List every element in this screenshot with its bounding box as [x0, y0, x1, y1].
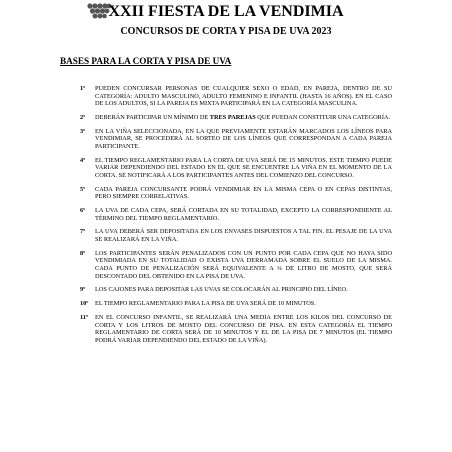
item-text: CADA PAREJA CONCURSANTE PODRÁ VENDIMIAR EN LA MISMA CEPA O EN CEPAS DISTINTAS, PERO SIEMPRE CORRELATIVAS. [95, 185, 392, 201]
list-item [80, 228, 392, 243]
item-text: EL TIEMPO REGLAMENTARIO PARA LA CORTA DE UVA SERÁ DE 15 MINUTOS. ESTE TIEMPO PUEDE VARIAR DEPENDIENDO DEL ESTADO EN EL QUE SE ENCUENTRE LA VIÑA EN EL MOMENTO DE LA CORTA. SE NOTIFICARÁ A LOS PARTICIPANTES ANTES DEL COMIENZO DEL CONCURSO. [95, 156, 392, 179]
item-text-start: DEBERÁN PARTICIPAR UN MÍNIMO DE [95, 113, 210, 121]
list-item [80, 286, 392, 294]
list-item [80, 250, 392, 280]
rules-list [80, 85, 392, 351]
item-number: 9º [80, 286, 86, 294]
item-number: 2º [80, 113, 86, 121]
item-number: 6º [80, 207, 86, 215]
item-text: LA UVA DE CADA CEPA, SERÁ CORTADA EN SU TOTALIDAD, EXCEPTO LA CORRESPONDIENTE AL TÉRMINO DEL TIEMPO REGLAMENTARIO. [95, 207, 392, 222]
list-item [80, 157, 392, 180]
item-text: LA UVA DEBERÁ SER DEPOSITADA EN LOS ENVASES DISPUESTOS A TAL FIN. EL PESAJE DE LA UVA SE REALIZARÁ EN LA VIÑA. [95, 228, 392, 244]
item-number: 8º [80, 249, 86, 257]
item-number: 11º [80, 313, 89, 321]
item-number: 1º [80, 85, 86, 92]
item-text-bold: TRES PAREJAS [209, 113, 256, 121]
list-item [80, 85, 392, 108]
item-text: EN LA VIÑA SELECCIONADA, EN LA QUE PREVIAMENTE ESTARÁN MARCADOS LOS LÍNEOS PARA VENDIMIAR, SE PROCEDERÁ AL SORTEO DE LOS LÍNEOS QUE CORRESPONDAN A CADA PAREJA PARTICIPANTE. [95, 127, 392, 150]
list-item [80, 128, 392, 151]
item-text-end: QUE PUEDAN CONSTITUIR UNA CATEGORÍA. [255, 113, 391, 121]
item-text: EL TIEMPO REGLAMENTARIO PARA LA PISA DE UVA SERÁ DE 10 MINUTOS. [95, 300, 316, 308]
list-item [80, 314, 392, 344]
item-text [95, 114, 392, 122]
section-title: BASES PARA LA CORTA Y PISA DE UVA [60, 56, 232, 66]
item-number: 4º [80, 156, 86, 164]
item-number: 5º [80, 185, 86, 193]
list-item [80, 114, 392, 122]
page-subtitle: CONCURSOS DE CORTA Y PISA DE UVA 2023 [120, 26, 332, 37]
item-number: 3º [80, 127, 86, 135]
page-title: XXII FIESTA DE LA VENDIMIA [108, 3, 344, 20]
item-text: LOS CAJONES PARA DEPOSITAR LAS UVAS SE COLOCARÁN AL PRINCIPIO DEL LÍNEO. [95, 286, 348, 294]
list-item [80, 300, 392, 308]
item-text: PUEDEN CONCURSAR PERSONAS DE CUALQUIER SEXO O EDAD, EN PAREJA, DENTRO DE SU CATEGORÍA: ADULTO MASCULINO, ADULTO FEMENINO E INFANTIL (HASTA 16 AÑOS). EN EL CASO DE LOS ADULTOS, SI LA PAREJA ES MIXTA PARTICIPARÁ EN LA CATEGORÍA MASCULINA. [95, 85, 392, 108]
item-number: 7º [80, 228, 86, 236]
item-text: LOS PARTICIPANTES SERÁN PENALIZADOS CON UN PUNTO POR CADA CEPA QUE NO HAYA SIDO VENDIMIADA EN SU TOTALIDAD O EXISTA UVA DERRAMADA SOBRE EL SUELO DE LA MISMA. CADA PUNTO DE PENALIZACIÓN SERÁ EQUIVALENTE A ¼ DE LITRO DE MOSTO, QUE SERÁ DESCONTADO DEL OBTENIDO EN LA PISA DE UVA. [95, 249, 392, 280]
item-number: 10º [80, 300, 89, 308]
item-text: EN EL CONCURSO INFANTIL, SE REALIZARÁ UNA MEDIA ENTRE LOS KILOS DEL CONCURSO DE CORTA Y LOS LITROS DE MOSTO DEL CONCURSO DE PISA. EN ESTA CATEGORÍA EL TIEMPO REGLAMENTARIO DE CORTA SERÁ DE 10 MINUTOS Y EL DE LA PISA DE 7 MINUTOS (EL TIEMPO PODRÁ VARIAR DEPENDIENDO DEL ESTADO DE LA VIÑA). [95, 313, 392, 344]
list-item [80, 186, 392, 201]
list-item [80, 207, 392, 222]
